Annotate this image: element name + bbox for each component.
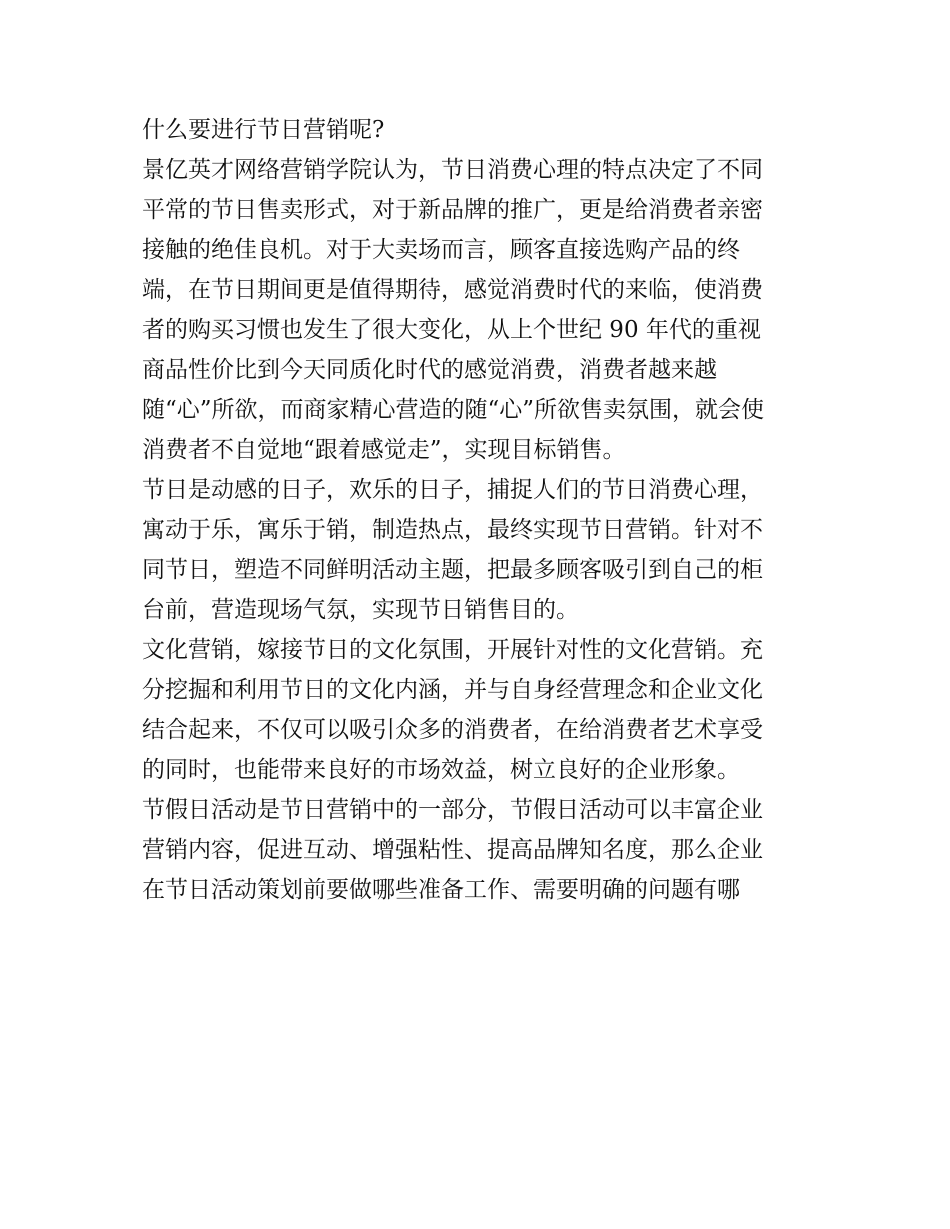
- text-line: 者的购买习惯也发生了很大变化，从上个世纪 90 年代的重视: [142, 317, 761, 343]
- text-line: 商品性价比到今天同质化时代的感觉消费，消费者越来越: [142, 357, 717, 383]
- text-line: 什么要进行节日营销呢?: [142, 117, 385, 143]
- text-line: 接触的绝佳良机。对于大卖场而言，顾客直接选购产品的终: [142, 237, 740, 263]
- text-line: 结合起来，不仅可以吸引众多的消费者，在给消费者艺术享受: [142, 717, 763, 743]
- text-line: 同节日，塑造不同鲜明活动主题，把最多顾客吸引到自己的柜: [142, 557, 763, 583]
- text-line: 节日是动感的日子，欢乐的日子，捕捉人们的节日消费心理，: [142, 477, 763, 503]
- text-line: 端，在节日期间更是值得期待，感觉消费时代的来临，使消费: [142, 277, 763, 303]
- text-line: 景亿英才网络营销学院认为，节日消费心理的特点决定了不同: [142, 157, 763, 183]
- text-line: 消费者不自觉地“跟着感觉走”，实现目标销售。: [142, 437, 626, 463]
- text-line: 在节日活动策划前要做哪些准备工作、需要明确的问题有哪: [142, 877, 740, 903]
- text-line: 节假日活动是节日营销中的一部分，节假日活动可以丰富企业: [142, 797, 763, 823]
- text-line: 随“心”所欲，而商家精心营造的随“心”所欲售卖氛围，就会使: [142, 397, 765, 423]
- text-line: 台前，营造现场气氛，实现节日销售目的。: [142, 597, 579, 623]
- text-line: 营销内容，促进互动、增强粘性、提高品牌知名度，那么企业: [142, 837, 763, 863]
- text-line: 平常的节日售卖形式，对于新品牌的推广，更是给消费者亲密: [142, 197, 763, 223]
- text-line: 文化营销，嫁接节日的文化氛围，开展针对性的文化营销。充: [142, 637, 763, 663]
- text-line: 的同时，也能带来良好的市场效益，树立良好的企业形象。: [142, 757, 740, 783]
- text-line: 分挖掘和利用节日的文化内涵，并与自身经营理念和企业文化: [142, 677, 763, 703]
- text-line: 寓动于乐，寓乐于销，制造热点，最终实现节日营销。针对不: [142, 517, 763, 543]
- document-body: [142, 110, 817, 910]
